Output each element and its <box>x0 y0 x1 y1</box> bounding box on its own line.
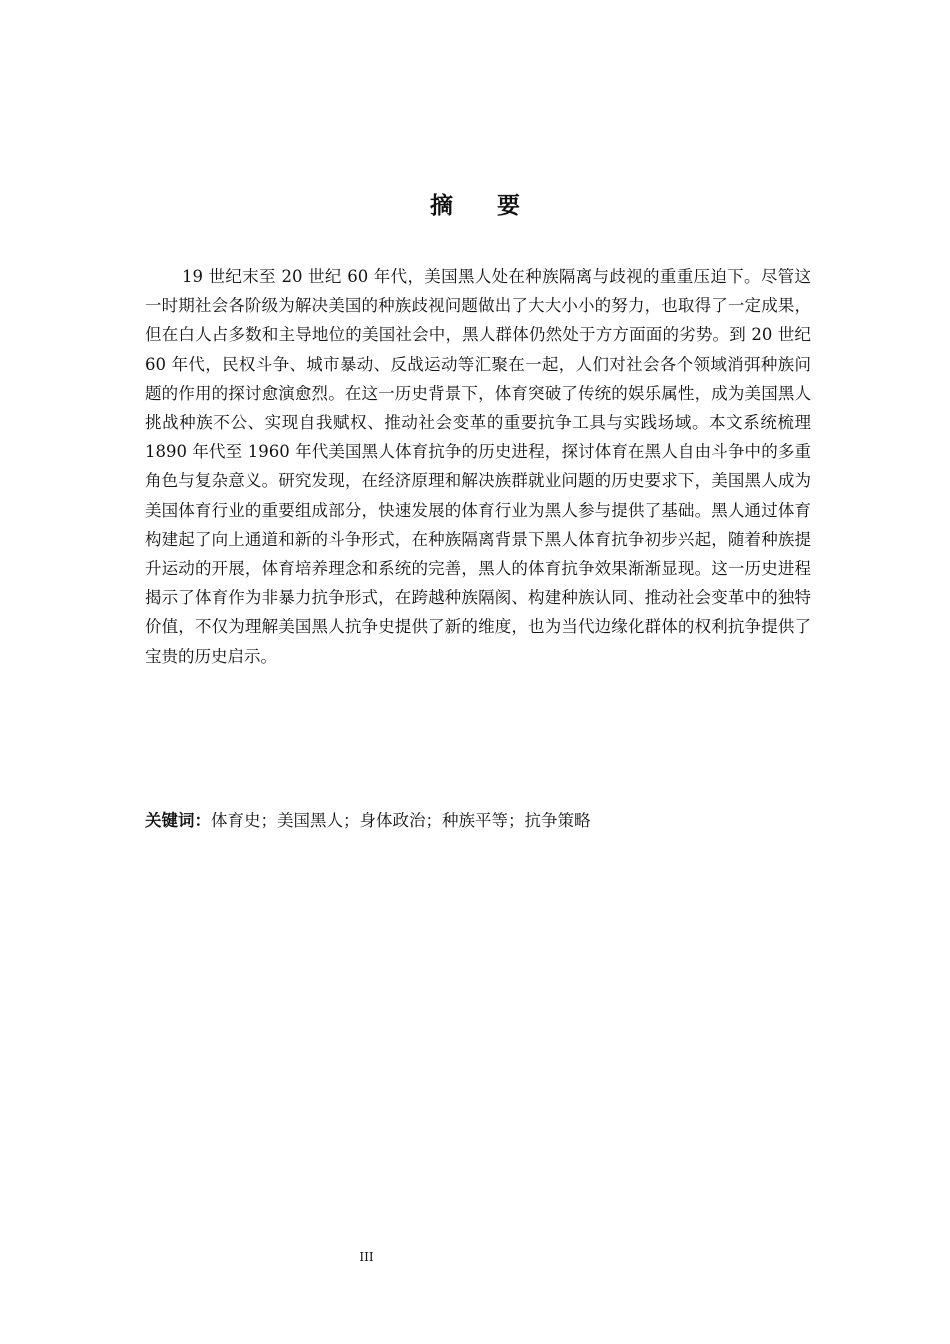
page-number: III <box>359 1250 374 1264</box>
abstract-paragraph: 19 世纪末至 20 世纪 60 年代，美国黑人处在种族隔离与歧视的重重压迫下。尽管这一时期社会各阶级为解决美国的种族歧视问题做出了大大小小的努力，也取得了一定成果，但在白人占多数和主导地位的美国社会中，黑人群体仍然处于方方面面的劣势。到 20 世纪 60 年代，民权斗争、城市暴动、反战运动等汇聚在一起，人们对社会各个领域消弭种族问题的作用的探讨愈演愈烈。在这一历史背景下，体育突破了传统的娱乐属性，成为美国黑人挑战种族不公、实现自我赋权、推动社会变革的重要抗争工具与实践场域。本文系统梳理 1890 年代至 1960 年代美国黑人体育抗争的历史进程，探讨体育在黑人自由斗争中的多重角色与复杂意义。研究发现，在经济原理和解决族群就业问题的历史要求下，美国黑人成为美国体育行业的重要组成部分，快速发展的体育行业为黑人参与提供了基础。黑人通过体育构建起了向上通道和新的斗争形式，在种族隔离背景下黑人体育抗争初步兴起，随着种族提升运动的开展，体育培养理念和系统的完善，黑人的体育抗争效果渐渐显现。这一历史进程揭示了体育作为非暴力抗争形式，在跨越种族隔阂、构建种族认同、推动社会变革中的独特价值，不仅为理解美国黑人抗争史提供了新的维度，也为当代边缘化群体的权利抗争提供了宝贵的历史启示。 <box>145 267 811 666</box>
keywords-line <box>145 806 811 835</box>
page-title <box>0 188 950 224</box>
keywords-text: 体育史；美国黑人；身体政治；种族平等；抗争策略 <box>211 811 591 830</box>
keywords-label: 关键词： <box>145 811 211 830</box>
title-char-right: 要 <box>497 193 520 219</box>
title-char-left: 摘 <box>430 193 453 219</box>
